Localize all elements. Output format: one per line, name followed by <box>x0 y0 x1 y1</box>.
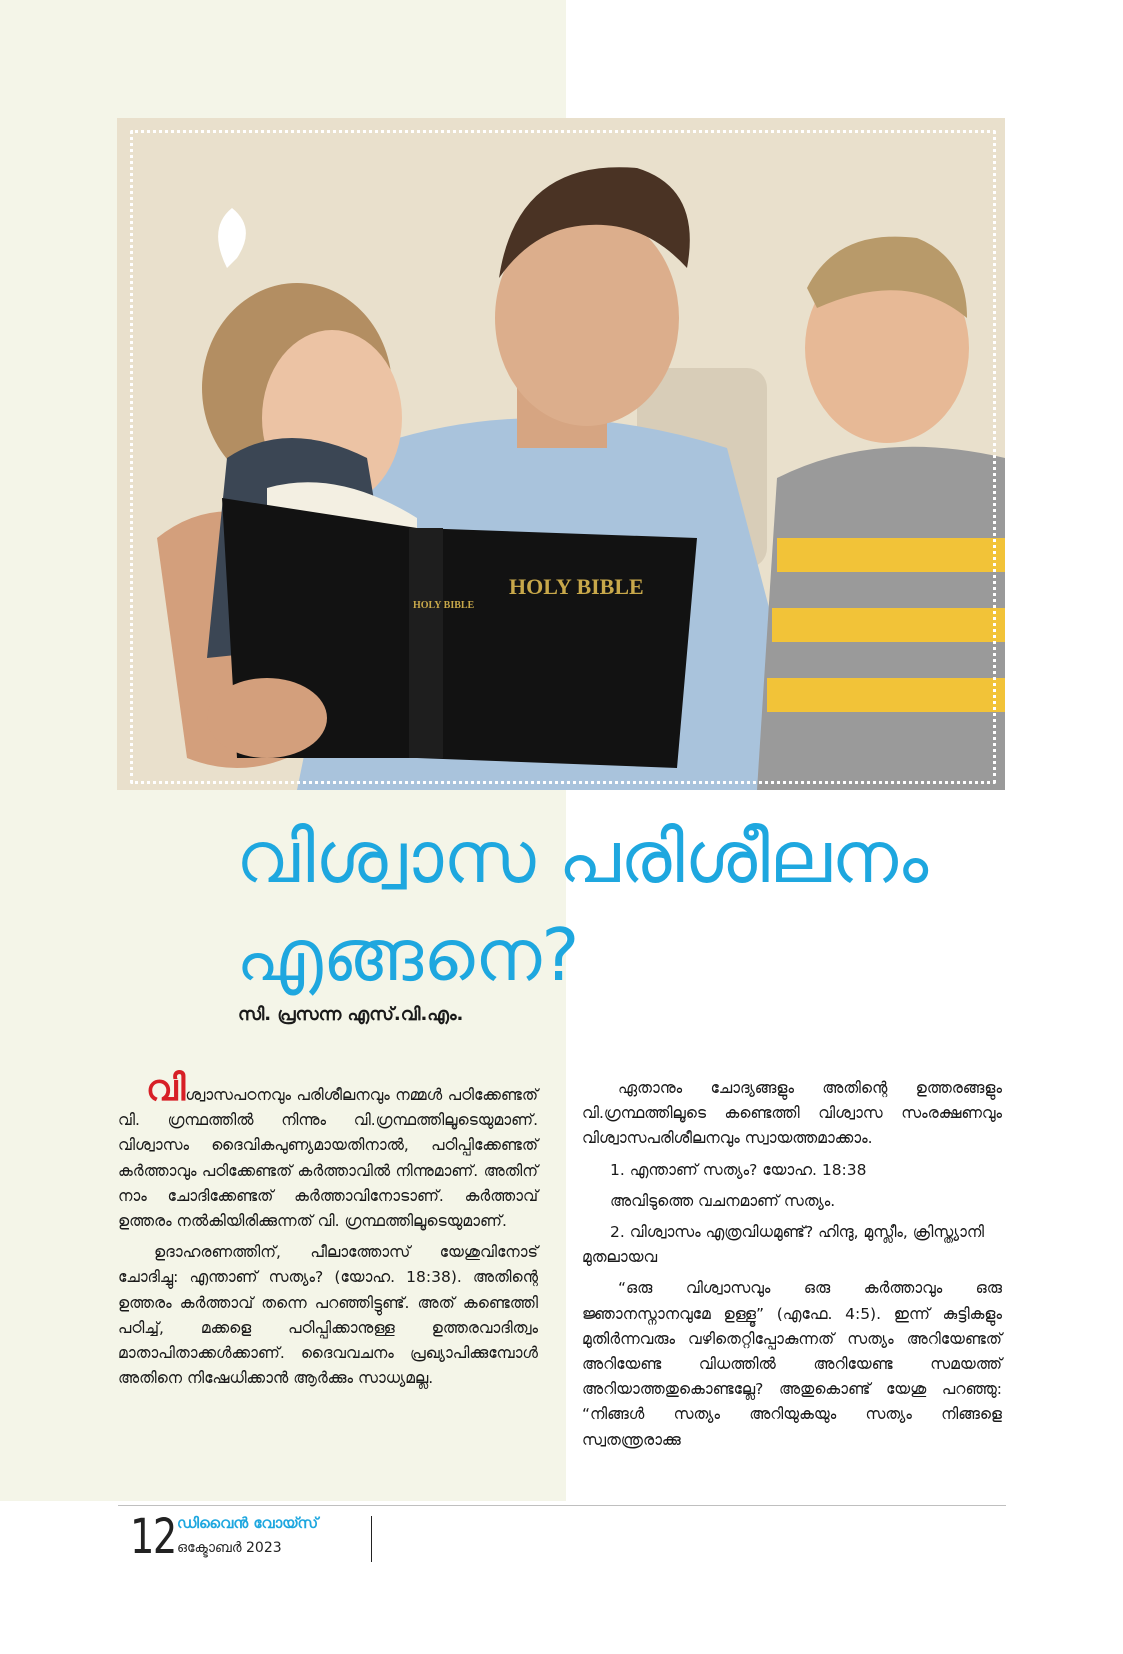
footer-vertical-rule <box>371 1516 372 1562</box>
title-line-2: എങ്ങനെ? <box>236 913 580 997</box>
drop-cap: വി <box>146 1068 186 1109</box>
left-paragraph-2: ഉദാഹരണത്തിന്, പീലാത്തോസ് യേശുവിനോട് ചോദിച്ചു: എന്താണ് സത്യം? (യോഹ. 18:38). അതിന്റെ ഉത്തരം കർത്താവ് തന്നെ പറഞ്ഞിട്ടുണ്ട്. അത് കണ്ടെത്തി പഠിച്ച്, മക്കളെ പഠിപ്പിക്കാനുള്ള ഉത്തരവാദിത്വം മാതാപിതാക്കൾക്കാണ്. ദൈവവചനം പ്രഖ്യാപിക്കുമ്പോൾ അതിനെ നിഷേധിക്കാൻ ആർക്കും സാധ്യമല്ല. <box>118 1243 538 1388</box>
answer-1: അവിടുത്തെ വചനമാണ് സത്യം. <box>610 1191 836 1210</box>
bible-spine-text: HOLY BIBLE <box>413 600 475 611</box>
title-line-1: വിശ്വാസ പരിശീലനം <box>236 815 929 899</box>
question-1: 1. എന്താണ് സത്യം? യോഹ. 18:38 <box>610 1160 867 1179</box>
right-column <box>582 1076 1002 1459</box>
magazine-name: ഡിവൈൻ വോയ്സ് <box>177 1514 319 1532</box>
question-2: 2. വിശ്വാസം എത്രവിധമുണ്ട്? ഹിന്ദു, മുസ്ലീം, ക്രിസ്ത്യാനി മുതലായവ <box>582 1223 985 1267</box>
issue-date: ഒക്ടോബർ 2023 <box>177 1540 282 1556</box>
bible-cover-text: HOLY BIBLE <box>509 574 644 599</box>
left-paragraph-1 <box>118 1068 538 1234</box>
left-column <box>118 1068 538 1397</box>
right-paragraph-1: ഏതാനും ചോദ്യങ്ങളും അതിന്റെ ഉത്തരങ്ങളും വി.ഗ്രന്ഥത്തിലൂടെ കണ്ടെത്തി വിശ്വാസ സംരക്ഷണവും വിശ്വാസപരിശീലനവും സ്വായത്തമാക്കാം. <box>582 1079 1002 1148</box>
left-paragraph-1-text: ശ്വാസപഠനവും പരിശീലനവും നമ്മൾ പഠിക്കേണ്ടത് വി. ഗ്രന്ഥത്തിൽ നിന്നും വി.ഗ്രന്ഥത്തിലൂടെയുമാണ്. വിശ്വാസം ദൈവികപുണ്യമായതിനാൽ, പഠിപ്പിക്കേണ്ടത് കർത്താവും പഠിക്കേണ്ടത് കർത്താവിൽ നിന്നുമാണ്. അതിന് നാം ചോദിക്കേണ്ടത് കർത്താവിനോടാണ്. കർത്താവ് ഉത്തരം നൽകിയിരിക്കുന്നത് വി. ഗ്രന്ഥത്തിലൂടെയുമാണ്. <box>118 1086 538 1231</box>
footer-divider <box>118 1505 1006 1506</box>
author-byline: സി. പ്രസന്ന എസ്.വി.എം. <box>238 1004 464 1025</box>
article-title <box>236 808 956 1004</box>
page-number: 12 <box>130 1509 176 1565</box>
right-paragraph-2: “ഒരു വിശ്വാസവും ഒരു കർത്താവും ഒരു ജ്ഞാനസ്നാനവുമേ ഉള്ളൂ” (എഫേ. 4:5). ഇന്ന് കുട്ടികളും മുതിർന്നവരും വഴിതെറ്റിപ്പോകുന്നത് സത്യം അറിയേണ്ടത് അറിയേണ്ട വിധത്തിൽ അറിയേണ്ട സമയത്ത് അറിയാത്തതുകൊണ്ടല്ലേ? അതുകൊണ്ട് യേശു പറഞ്ഞു: “നിങ്ങൾ സത്യം അറിയുകയും സത്യം നിങ്ങളെ സ്വതന്ത്രരാക്കു <box>582 1279 1002 1449</box>
photo-dotted-frame <box>130 130 996 784</box>
